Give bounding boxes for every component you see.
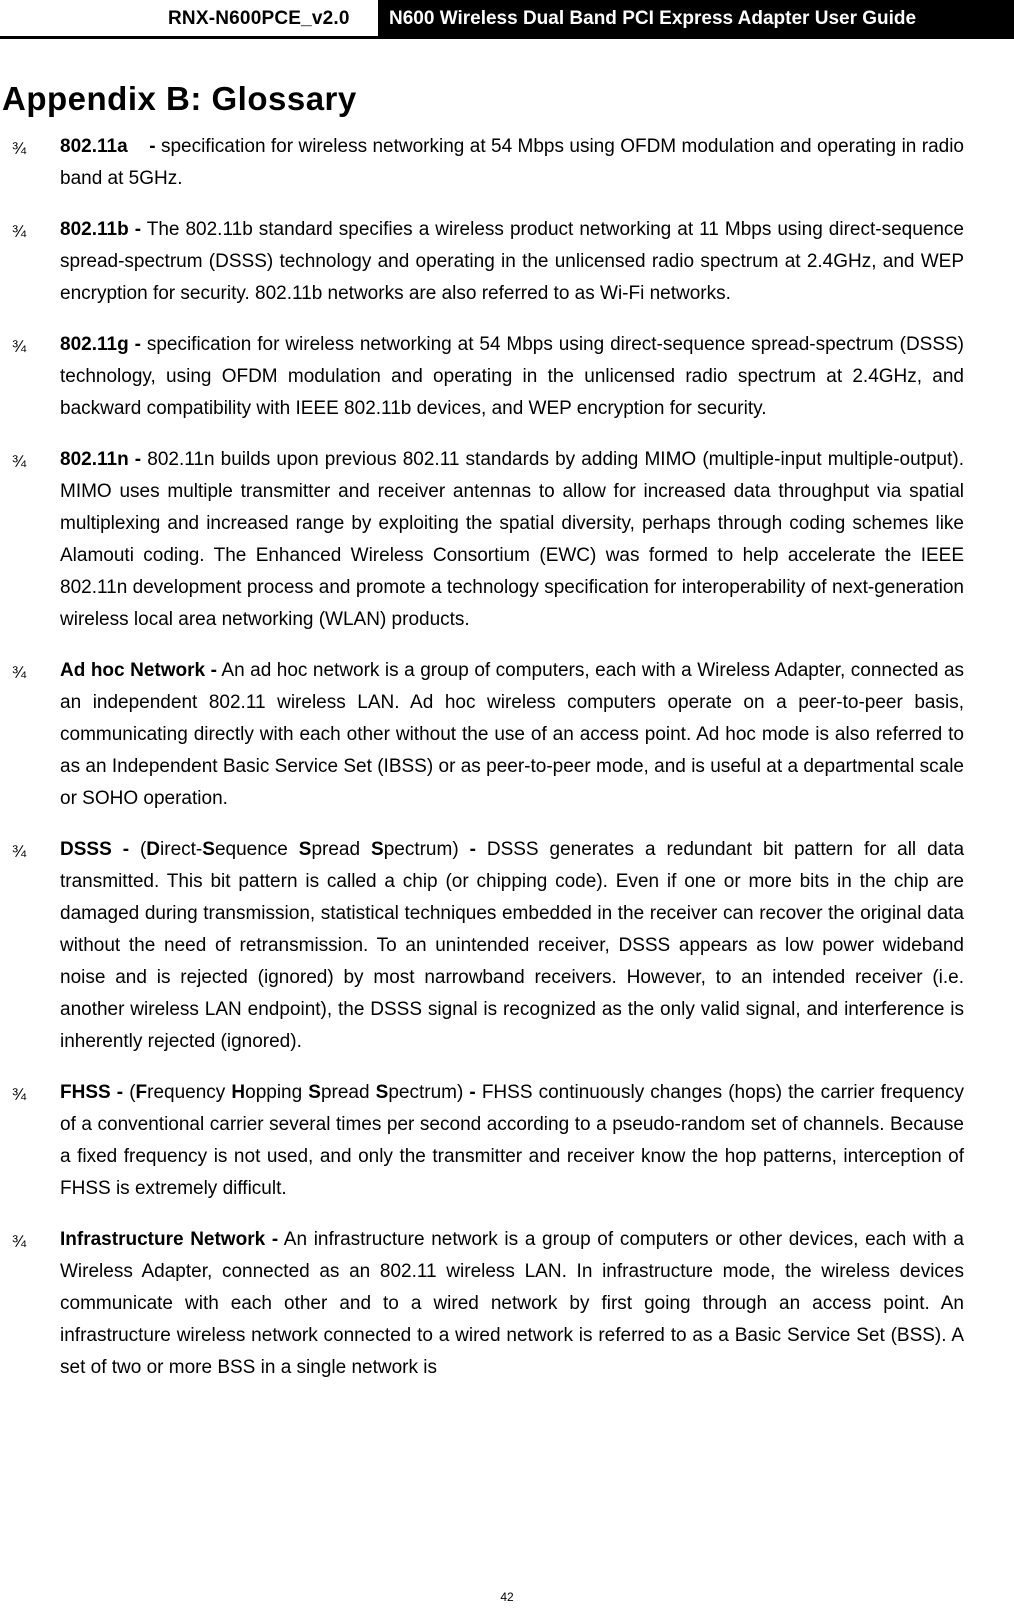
entry-definition: FHSS continuously changes (hops) the carrier frequency of a conventional carrier several times per second according to a pseudo-random set of channels. Because a fixed frequency is not used, and only the transmitter and receiver know the hop patterns, interception of FHSS is extremely difficult. — [60, 1082, 965, 1199]
entry-text — [60, 655, 964, 815]
entry-separator: - — [469, 839, 476, 860]
expansion-letter: S — [308, 1082, 321, 1103]
expansion-rest: opping — [245, 1082, 309, 1103]
entry-term: Infrastructure Network — [60, 1229, 266, 1250]
glossary-entry-802-11a — [0, 131, 1014, 195]
bullet-icon: ¾ — [12, 222, 27, 241]
page-number: 42 — [500, 1590, 514, 1604]
entry-definition: DSSS generates a redundant bit pattern for all data transmitted. This bit pattern is called a chip (or chipping code). Even if one or more bits in the chip are damaged during transmission, statistical techniques embedded in the receiver can recover the original data without the need of retransmission. To an unintended receiver, DSSS appears as low power wideband noise and is rejected (ignored) by most narrowband receivers. However, to an intended receiver (i.e. another wireless LAN endpoint), the DSSS signal is recognized as the only valid signal, and interference is inherently rejected (ignored). — [60, 839, 965, 1052]
expansion-rest: irect- — [160, 839, 203, 860]
entry-text: DSSS - (Direct-Sequence Spread Spectrum) - DSSS generates a redundant bit pattern for all data transmitted. This bit pattern is called a chip (or chipping code). Even if one or more bits in the chip are damaged during transmission, statistical techniques embedded in the receiver can recover the original data without the need of retransmission. To an unintended receiver, DSSS appears as low power wideband noise and is rejected (ignored) by most narrowband receivers. However, to an intended receiver (i.e. another wireless LAN endpoint), the DSSS signal is recognized as the only valid signal, and interference is inherently rejected (ignored). — [60, 839, 965, 1052]
entry-term: FHSS — [60, 1082, 111, 1103]
entry-definition: specification for wireless networking at 54 Mbps using OFDM modulation and operating in radio band at 5GHz. — [60, 136, 965, 189]
entry-separator: - — [134, 334, 141, 355]
glossary-entry-fhss — [0, 1077, 1014, 1205]
glossary-entry-802-11n — [0, 444, 1014, 636]
entry-text — [60, 1224, 964, 1384]
header-rule — [0, 36, 1014, 39]
entry-text — [60, 329, 964, 425]
bullet-icon: ¾ — [12, 139, 27, 158]
page-title: Appendix B: Glossary — [2, 80, 357, 117]
expansion-letter: H — [231, 1082, 246, 1103]
entry-text: FHSS - (Frequency Hopping Spread Spectrum) - FHSS continuously changes (hops) the carrier frequency of a conventional carrier several times per second according to a pseudo-random set of channels. Because a fixed frequency is not used, and only the transmitter and receiver know the hop patterns, interception of FHSS is extremely difficult. — [60, 1082, 965, 1199]
page-header — [0, 0, 1014, 40]
glossary-entry-ad-hoc-network — [0, 655, 1014, 815]
entry-term: 802.11a — [60, 136, 128, 157]
entry-text — [60, 444, 964, 636]
expansion-letter: S — [298, 839, 312, 860]
expansion-rest: pectrum — [383, 839, 453, 860]
expansion-rest: equence — [214, 839, 299, 860]
entry-separator: - — [122, 839, 130, 860]
entry-definition: 802.11n builds upon previous 802.11 standards by adding MIMO (multiple-input multiple-output). MIMO uses multiple transmitter and receiver antennas to allow for increased data throughput via spatial multiplexing and increased range by exploiting the spatial diversity, perhaps through coding schemes like Alamouti coding. The Enhanced Wireless Consortium (EWC) was formed to help accelerate the IEEE 802.11n development process and promote a technology specification for interoperability of next-generation wireless local area networking (WLAN) products. — [60, 449, 964, 630]
entry-definition: specification for wireless networking at 54 Mbps using direct-sequence spread-spectrum (DSSS) technology, using OFDM modulation and operating in the unlicensed radio spectrum at 2.4GHz, and backward compatibility with IEEE 802.11b devices, and WEP encryption for security. — [60, 334, 965, 419]
entry-term: Ad hoc Network — [60, 660, 206, 681]
bullet-icon: ¾ — [12, 1232, 27, 1251]
entry-separator: - — [271, 1229, 279, 1250]
glossary-entry-dsss — [0, 834, 1014, 1058]
entry-text — [60, 214, 964, 310]
entry-term: 802.11g — [60, 334, 129, 355]
entry-definition: An ad hoc network is a group of computers, each with a Wireless Adapter, connected as an independent 802.11 wireless LAN. Ad hoc wireless computers operate on a peer-to-peer basis, communicating directly with each other without the use of an access point. Ad hoc mode is also referred to as an Independent Basic Service Set (IBSS) or as peer-to-peer mode, and is useful at a departmental scale or SOHO operation. — [60, 660, 965, 809]
bullet-icon: ¾ — [12, 337, 27, 356]
entry-separator: - — [469, 1082, 476, 1103]
bullet-icon: ¾ — [12, 663, 27, 682]
entry-separator: - — [210, 660, 217, 681]
header-guide-title: N600 Wireless Dual Band PCI Express Adapter User Guide — [378, 0, 1014, 38]
expansion-letter: S — [371, 839, 384, 860]
glossary-entry-802-11b — [0, 214, 1014, 310]
entry-term: DSSS — [60, 839, 112, 860]
entry-separator: - — [134, 449, 142, 470]
expansion-letter: S — [375, 1082, 389, 1103]
expansion-rest: pread — [311, 839, 371, 860]
expansion-letter: D — [146, 839, 161, 860]
entry-term: 802.11b — [60, 219, 129, 240]
header-model: RNX-N600PCE_v2.0 — [168, 8, 350, 29]
expansion-letter: S — [202, 839, 215, 860]
bullet-icon: ¾ — [12, 452, 27, 471]
entry-term: 802.11n — [60, 449, 129, 470]
entry-text — [60, 131, 964, 195]
entry-separator: - — [116, 1082, 124, 1103]
entry-separator: - — [149, 136, 156, 157]
entry-definition: The 802.11b standard specifies a wireless product networking at 11 Mbps using direct-sequence spread-spectrum (DSSS) technology and operating in the unlicensed radio spectrum at 2.4GHz, and WEP encryption for security. 802.11b networks are also referred to as Wi-Fi networks. — [60, 219, 964, 304]
expansion-rest: pectrum — [388, 1082, 457, 1103]
glossary-list — [0, 131, 1014, 1403]
expansion-rest: pread — [320, 1082, 376, 1103]
entry-definition: An infrastructure network is a group of computers or other devices, each with a Wireless Adapter, connected as an 802.11 wireless LAN. In infrastructure mode, the wireless devices communicate with each other and to a wired network by first going through an access point. An infrastructure wireless network connected to a wired network is referred to as a Basic Service Set (BSS). A set of two or more BSS in a single network is — [60, 1229, 964, 1378]
glossary-entry-infrastructure-network — [0, 1224, 1014, 1384]
glossary-entry-802-11g — [0, 329, 1014, 425]
expansion-rest: requency — [147, 1082, 232, 1103]
bullet-icon: ¾ — [12, 842, 27, 861]
entry-separator: - — [134, 219, 142, 240]
bullet-icon: ¾ — [12, 1085, 27, 1104]
expansion-letter: F — [135, 1082, 148, 1103]
